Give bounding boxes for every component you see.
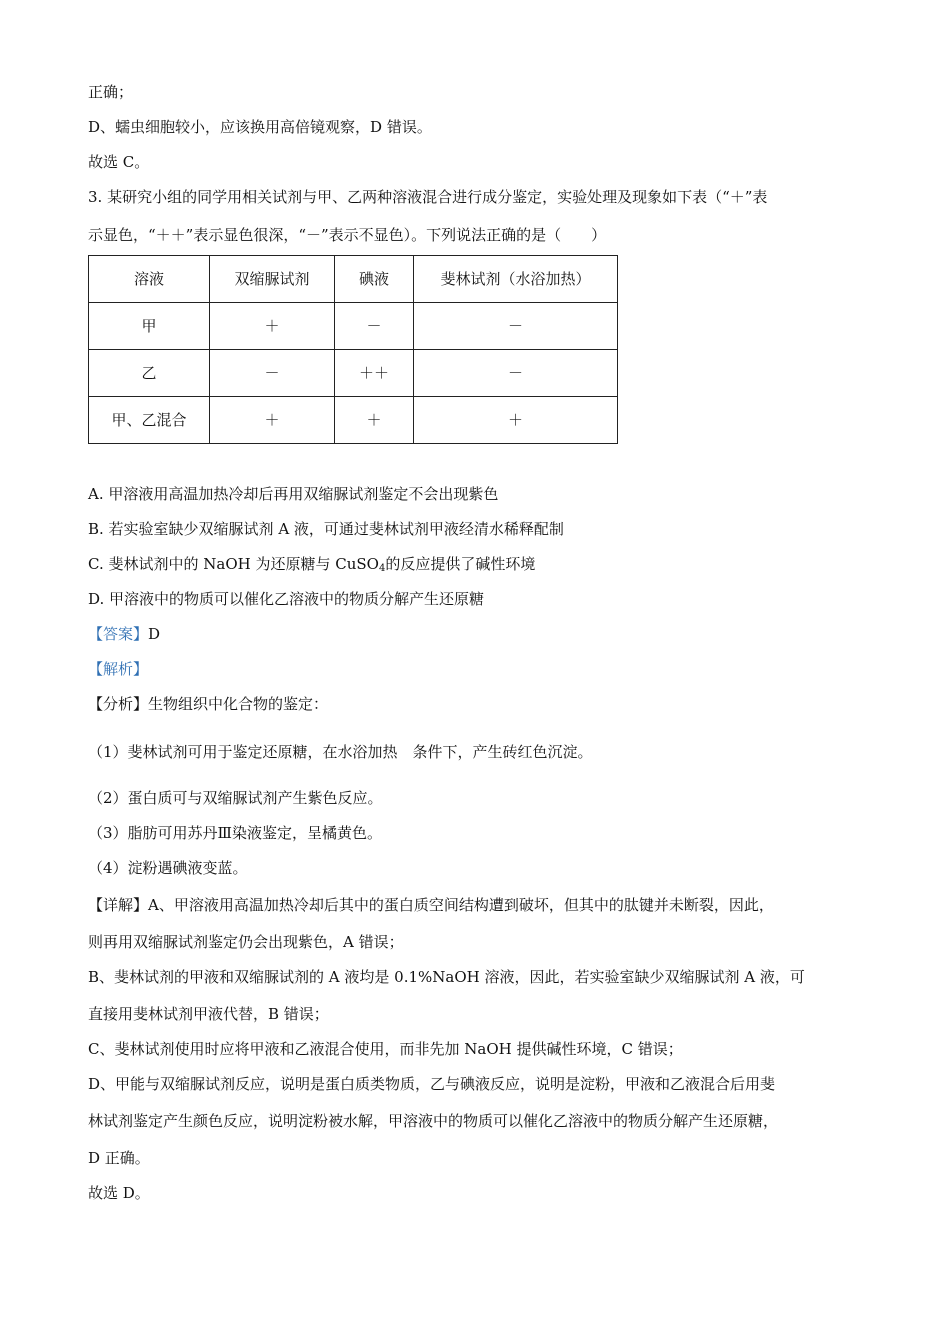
detail-line: B、斐林试剂的甲液和双缩脲试剂的 A 液均是 0.1%NaOH 溶液，因此，若实验室缺少双缩脲试剂 A 液，可 [88, 968, 805, 986]
table-cell: ＋ [210, 303, 335, 350]
detail-line [88, 895, 774, 915]
header-cell: 碘液 [335, 256, 414, 303]
detail-line: 林试剂鉴定产生颜色反应，说明淀粉被水解，甲溶液中的物质可以催化乙溶液中的物质分解产生还原糖， [88, 1112, 779, 1130]
table-cell: － [210, 350, 335, 397]
table-cell: － [414, 303, 618, 350]
detail-line: C、斐林试剂使用时应将甲液和乙液混合使用，而非先加 NaOH 提供碱性环境，C 错误； [88, 1040, 683, 1058]
header-cell: 溶液 [89, 256, 210, 303]
option-c-text: C. 斐林试剂中的 NaOH 为还原糖与 CuSO [88, 555, 379, 573]
analysis-point: （3）脂肪可用苏丹Ⅲ染液鉴定，呈橘黄色。 [88, 824, 383, 842]
analysis-heading: 【解析】 [88, 660, 149, 678]
table-header-row [89, 256, 618, 303]
detail-label: 【详解】 [88, 896, 149, 914]
option-a: A. 甲溶液用高温加热冷却后再用双缩脲试剂鉴定不会出现紫色 [88, 485, 499, 503]
table-cell: ＋ [335, 397, 414, 444]
table-cell: 甲、乙混合 [89, 397, 210, 444]
detail-line: D 正确。 [88, 1149, 150, 1167]
table-row [89, 397, 618, 444]
table-cell: － [335, 303, 414, 350]
header-cell: 斐林试剂（水浴加热） [414, 256, 618, 303]
answer-label: 【答案】 [88, 625, 149, 643]
results-table [88, 255, 618, 444]
question-line: 示显色，“＋＋”表示显色很深，“－”表示不显色）。下列说法正确的是（ ） [88, 226, 607, 244]
table-cell: ＋＋ [335, 350, 414, 397]
option-b: B. 若实验室缺少双缩脲试剂 A 液，可通过斐林试剂甲液经清水稀释配制 [88, 520, 564, 538]
conclusion-line: 故选 D。 [88, 1184, 150, 1202]
analysis-label: 【分析】 [88, 695, 149, 713]
table-cell: 甲 [89, 303, 210, 350]
table-row [89, 303, 618, 350]
table-cell: 乙 [89, 350, 210, 397]
detail-line: D、甲能与双缩脲试剂反应，说明是蛋白质类物质，乙与碘液反应，说明是淀粉，甲液和乙液混合后用斐 [88, 1075, 776, 1093]
analysis-intro-text: 生物组织中化合物的鉴定： [148, 695, 329, 713]
table-cell: － [414, 350, 618, 397]
option-c-text-end: 的反应提供了碱性环境 [385, 555, 536, 573]
text-line: 故选 C。 [88, 153, 150, 171]
question-line: 3. 某研究小组的同学用相关试剂与甲、乙两种溶液混合进行成分鉴定，实验处理及现象如下表（“＋”表 [88, 188, 768, 206]
text-line: 正确； [88, 83, 134, 101]
analysis-point: （1）斐林试剂可用于鉴定还原糖，在水浴加热 条件下，产生砖红色沉淀。 [88, 743, 593, 761]
analysis-point: （4）淀粉遇碘液变蓝。 [88, 859, 248, 877]
detail-line: 直接用斐林试剂甲液代替，B 错误； [88, 1005, 329, 1023]
answer-value: D [148, 625, 161, 643]
detail-text: A、甲溶液用高温加热冷却后其中的蛋白质空间结构遭到破坏，但其中的肽键并未断裂，因此， [148, 896, 774, 914]
table-cell: ＋ [414, 397, 618, 444]
subscript: 4 [378, 563, 386, 574]
table-row [89, 350, 618, 397]
answer-line [88, 624, 160, 644]
analysis-point: （2）蛋白质可与双缩脲试剂产生紫色反应。 [88, 789, 383, 807]
analysis-intro [88, 694, 328, 714]
text-line: D、蠕虫细胞较小，应该换用高倍镜观察，D 错误。 [88, 118, 432, 136]
table-cell: ＋ [210, 397, 335, 444]
detail-line: 则再用双缩脲试剂鉴定仍会出现紫色，A 错误； [88, 933, 404, 951]
header-cell: 双缩脲试剂 [210, 256, 335, 303]
option-c [88, 554, 535, 579]
option-d: D. 甲溶液中的物质可以催化乙溶液中的物质分解产生还原糖 [88, 590, 485, 608]
